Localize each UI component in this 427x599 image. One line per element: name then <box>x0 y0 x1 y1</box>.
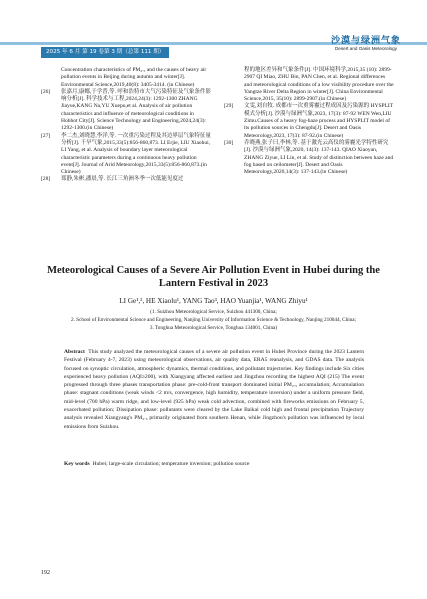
keywords <box>64 460 364 468</box>
reference-text: 郑静,朱彬,潘晨,等. 长江三角洲冬季一次低能见度过 <box>61 176 184 183</box>
references-right-column <box>224 67 394 176</box>
affiliation-line: (1. Suizhou Meteorological Service, Suizhou 441300, China; <box>150 309 277 315</box>
keywords-label: Key words <box>64 461 90 467</box>
reference-item <box>41 176 211 183</box>
page-header <box>0 22 427 62</box>
affiliations <box>41 309 386 332</box>
affiliation-line: 2. School of Environmental Science and Engineering, Nanjing University of Information Science & Technology, Nanjing 210044, China; <box>70 316 357 323</box>
page-number: 192 <box>41 570 50 576</box>
references-left-column <box>41 67 211 184</box>
reference-item <box>41 67 211 89</box>
reference-text: 程的地区差异和气象条件[J]. 中国环境科学,2015,35 (10): 2899-2907 QI Miao, ZHU Bin, PAN Chen, et al. Regional differences and meteorological conditions of a low visibility procedure over the Yangtze River Delta Region in winter[J]. China Environmental Science,2015, 35(10): 2899-2907.(in Chinese) <box>244 67 394 103</box>
reference-number: [28] <box>41 176 51 183</box>
reference-item <box>41 89 211 133</box>
affiliation-line: 3. Tonghua Meteorological Service, Tonghua 134001, China) <box>149 324 278 331</box>
keywords-text: Hubei; large-scale circulation; temperature inversion; pollution source <box>92 461 250 467</box>
reference-number: [30] <box>224 139 234 146</box>
issue-label: 2025 年 6 月 第 19 卷第 3 期（总第 111 期） <box>41 47 169 58</box>
reference-text: 张嘉月,康娜,于学普,等. 呼和浩特市大气污染特征及气象条件影响分析[J]. 科学技术与工程,2024,24(3): 1292-1300 ZHANG Jiayue,KANG Na,YU Xuepu,et al. Analysis of air pollution characteristics and influence of meteorological conditions in Hohhot City[J]. Science Technology and Engineering,2024,24(3): 1292-1300.(in Chinese) <box>61 88 211 132</box>
journal-name-cn: 沙漠与绿洲气象 <box>330 36 401 46</box>
reference-text: 李二杰,刘晓慧,李洋,等. 一次重污染过程及其边界层气象特征量分析[J]. 干旱气象,2015,33(5):856-860,873. LI Erjie, LIU Xiaohui, LI Yang, et al. Analysis of boundary layer meteorological characteristic parameters during a continuous heavy pollution event[J]. Journal of Arid Meteorology,2015,33(5):856-860,873.(in Chinese) <box>61 132 211 176</box>
reference-text: 乔晓燕,张子曰,李林,等. 基于激光云高仪的雾霾光学特性研究[J]. 沙漠与绿洲气象,2020, 14(3): 137-143. QIAO Xiaoyan, ZHANG Ziyue, LI Lin, et al. Study of distinction between haze and fog based on ceilometer[J]. Desert and Oasis Meteorology,2020,14(3): 137-143.(in Chinese) <box>244 139 394 176</box>
journal-name-en: Desert and Oasis Meteorology <box>334 46 398 51</box>
abstract <box>64 348 364 431</box>
journal-brand <box>331 36 401 52</box>
reference-item <box>224 67 394 103</box>
reference-item <box>41 133 211 177</box>
reference-item <box>224 140 394 176</box>
abstract-text: This study analyzed the meteorological causes of a severe air pollution event in Hubei Province during the 2023 Lantern Festival (February 4-7, 2023) using meteorological observations, air quality data, ERA5 reanalysis, and GDAS data. The analysis focused on synoptic circulation, atmospheric dynamics, thermal conditions, and pollutant trajectories. Key findings include Six cities experienced heavy pollution (AQI≥200), with Xiangyang affected earliest and Jingzhou recording the highest AQI (215) The event progressed through three phases transportation phase: pre-cold-front transport dominated initial PM₂.₅ accumulation; Accumulation phase: stagnant conditions (weak winds <2 m/s, convergence, high humidity, temperature inversion) under a uniform pressure field, mid-level (700 hPa) warm ridge, and low-level (925 hPa) weak cold advection, combined with fireworks emissions on February 5, exacerbated pollution; Dissipation phase: pollutants were cleared by the Lake Baikal cold high and frontal precipitation Trajectory analysis revealed Xiangyang's PM₂.₅ primarily originated from southern Henan, while Jingzhou's pollution was influenced by local emissions from Suizhou. <box>64 349 364 430</box>
reference-number: [27] <box>41 132 51 139</box>
reference-text: Concentration characteristics of PM₂.₅ and the causes of heavy air pollution events in Beijing during autumn and winter[J]. Environmental Science,2019,40(8): 3405-3414. (in Chinese) <box>61 67 207 88</box>
reference-number: [26] <box>41 88 51 95</box>
abstract-label: Abstract <box>64 349 85 355</box>
reference-item <box>224 103 394 139</box>
reference-number: [29] <box>224 103 234 110</box>
author-list: LI Ge¹,², HE Xiaolu¹, YANG Tao³, HAO Yuanjia¹, WANG Zhiyu¹ <box>119 297 308 305</box>
reference-text: 文雯,刘自牧. 成都市一次重雾霾过程成因及污染源的 HYSPLIT 模式分析[J]. 沙漠与绿洲气象,2023, 17(3): 87-92 WEN Wen,LIU Zimu.Causes of a heavy fog-haze process and HYSPLIT model of its pollution sources in Chengdu[J]. Desert and Oasis Meteorology,2023, 17(3): 87-92.(in Chinese) <box>244 103 394 139</box>
article-title: Meteorological Causes of a Severe Air Pollution Event in Hubei during the Lantern Festival in 2023 <box>47 265 380 289</box>
